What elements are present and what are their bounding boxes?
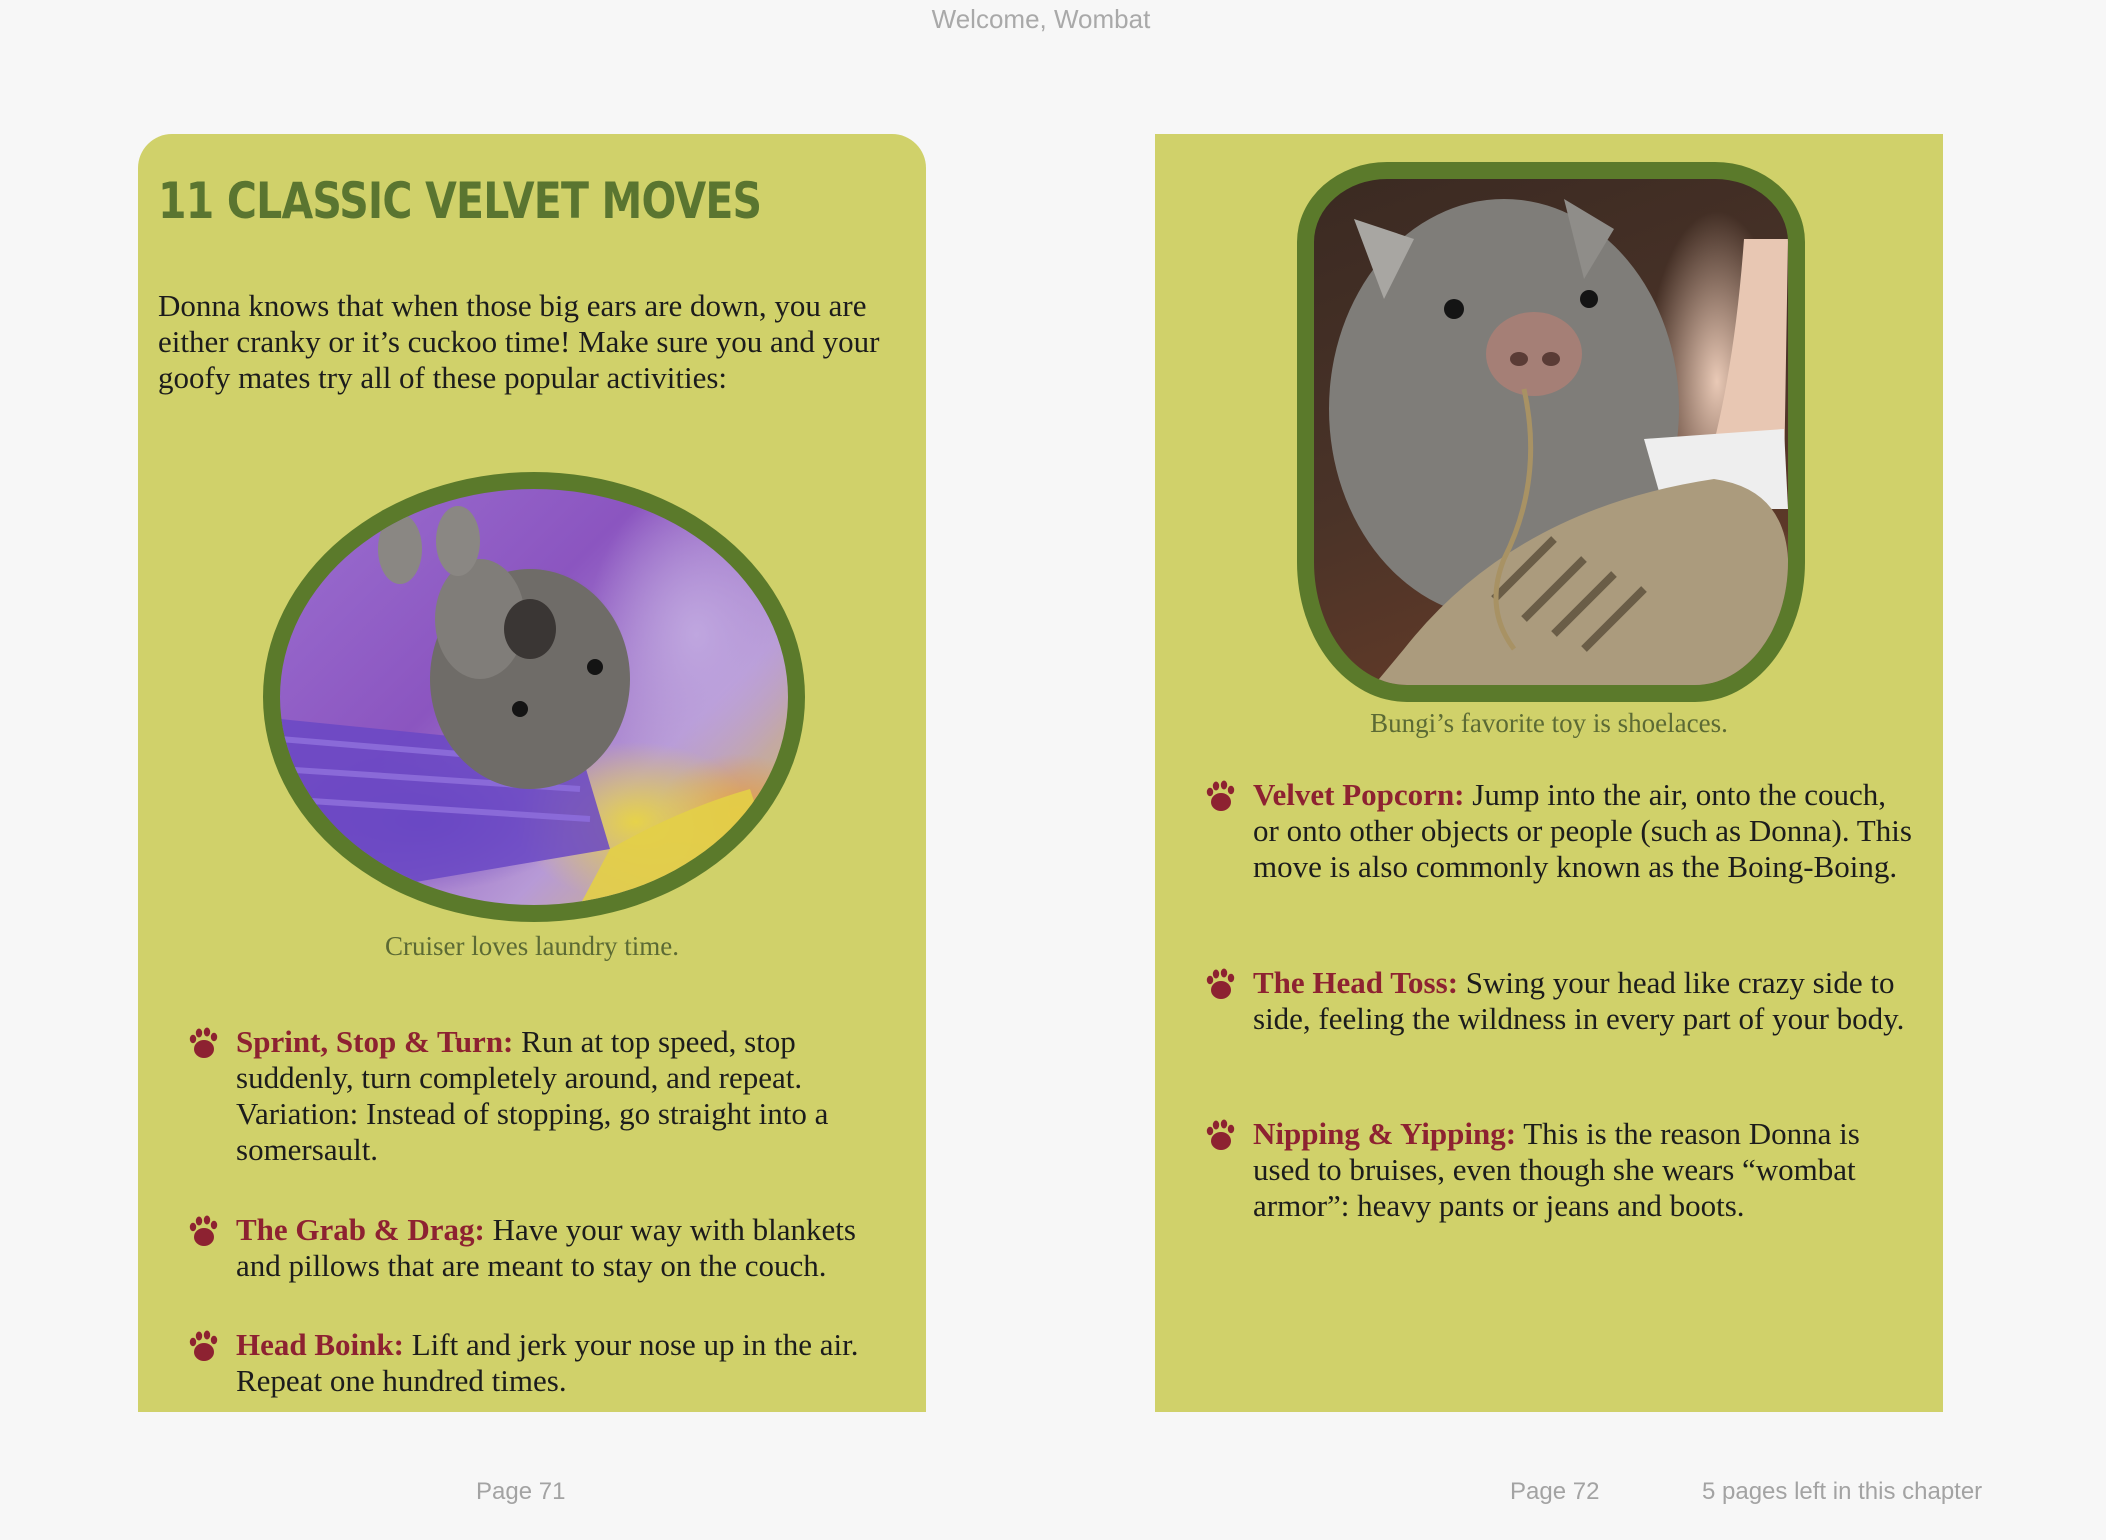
right-page-number: Page 72 — [1510, 1478, 1600, 1505]
move-name: The Grab & Drag: — [236, 1212, 485, 1247]
list-item — [1253, 1116, 1913, 1224]
shoelace-photo — [1297, 162, 1805, 702]
move-name: The Head Toss: — [1253, 965, 1459, 1000]
move-text: Have your way with blankets and pillows that are meant to stay on the couch. — [236, 1212, 856, 1283]
move-text: This is the reason Donna is used to bruises, even though she wears “wombat armor”: heavy pants or jeans and boots. — [1253, 1116, 1860, 1223]
window-title: Welcome, Wombat — [931, 4, 1151, 34]
laundry-photo — [263, 472, 805, 922]
list-item — [236, 1024, 896, 1168]
pages-left-indicator: 5 pages left in this chapter — [1702, 1478, 1983, 1505]
list-item — [236, 1212, 896, 1284]
paw-print-icon — [188, 1026, 220, 1060]
intro-paragraph: Donna knows that when those big ears are down, you are either cranky or it’s cuckoo time! Make sure you and your goofy mates try all of these popular activities: — [158, 288, 880, 395]
move-text: Run at top speed, stop suddenly, turn completely around, and repeat. Variation: Instead of stopping, go straight into a somersault. — [236, 1024, 829, 1167]
photo-caption: Cruiser loves laundry time. — [385, 931, 679, 961]
move-text: Jump into the air, onto the couch, or onto other objects or people (such as Donna). This move is also commonly known as the Boing-Boing. — [1253, 777, 1912, 884]
left-page[interactable] — [138, 134, 926, 1412]
wombat-in-basket-illustration — [280, 489, 788, 905]
list-item — [1253, 777, 1913, 885]
photo-caption: Bungi’s favorite toy is shoelaces. — [1370, 708, 1728, 738]
paw-print-icon — [188, 1214, 220, 1248]
wombat-with-shoe-illustration — [1314, 179, 1788, 685]
list-item — [236, 1327, 896, 1399]
paw-print-icon — [1205, 779, 1237, 813]
paw-print-icon — [1205, 1118, 1237, 1152]
chapter-title: 11 CLASSIC VELVET MOVES — [158, 172, 762, 230]
paw-print-icon — [188, 1329, 220, 1363]
move-name: Head Boink: — [236, 1327, 404, 1362]
paw-print-icon — [1205, 967, 1237, 1001]
list-item — [1253, 965, 1913, 1037]
move-text: Swing your head like crazy side to side, feeling the wildness in every part of your body. — [1253, 965, 1905, 1036]
move-name: Velvet Popcorn: — [1253, 777, 1465, 812]
move-name: Sprint, Stop & Turn: — [236, 1024, 514, 1059]
left-page-number: Page 71 — [476, 1478, 566, 1505]
move-text: Lift and jerk your nose up in the air. Repeat one hundred times. — [236, 1327, 859, 1398]
right-page[interactable] — [1155, 134, 1943, 1412]
move-name: Nipping & Yipping: — [1253, 1116, 1517, 1151]
